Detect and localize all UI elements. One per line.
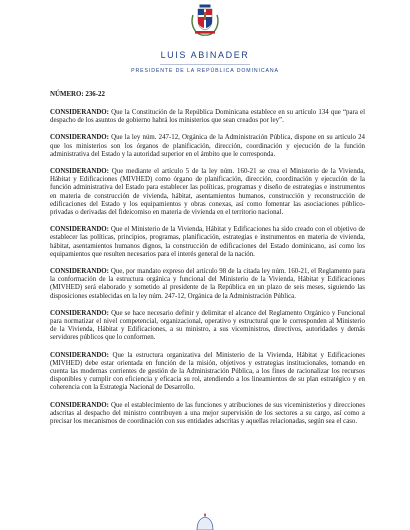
considerando-paragraph bbox=[50, 268, 365, 301]
header-divider bbox=[160, 64, 250, 65]
decree-number: NÚMERO: 236-22 bbox=[50, 91, 105, 98]
considerando-label: CONSIDERANDO: bbox=[50, 168, 109, 176]
considerando-label: CONSIDERANDO: bbox=[50, 226, 109, 234]
considerando-label: CONSIDERANDO: bbox=[50, 109, 109, 116]
considerando-paragraph bbox=[50, 310, 365, 343]
considerando-label: CONSIDERANDO: bbox=[50, 309, 109, 317]
considerando-text: Que la estructura organizativa del Ministerio de la Vivienda, Hábitat y Edificaciones (MIVHED) debe estar orientada en función de la misión, objetivos y estrategias institucionales, tomando en cuenta las modernas corrientes de gestión de la Administración Pública, a los fines de racionalizar los recursos disponibles y cumplir con eficiencia y eficacia su rol, atendiendo a los lineamientos de su plan estratégico y en coherencia con la Estrategia Nacional de Desarrollo. bbox=[50, 351, 365, 392]
considerando-paragraph bbox=[50, 226, 365, 259]
considerando-label: CONSIDERANDO: bbox=[50, 268, 109, 276]
considerando-label: CONSIDERANDO: bbox=[50, 351, 109, 359]
considerando-paragraph bbox=[50, 109, 365, 125]
letterhead bbox=[0, 0, 410, 80]
president-name: LUIS ABINADER bbox=[160, 50, 250, 60]
footer-seal-icon bbox=[194, 513, 216, 530]
considerando-label: CONSIDERANDO: bbox=[50, 401, 109, 409]
considerando-text: Que, por mandato expreso del artículo 98 de la citada ley núm. 160-21, el Reglamento para la conformación de la estructura orgánica y funcional del Ministerio de la Vivienda, Hábitat y Edificaciones (MIVHED) será elaborado y sometido al presidente de la República en un plazo de seis meses, siguiendo las disposiciones establecidas en la ley núm. 247-12, Orgánica de la Administración Pública. bbox=[50, 268, 365, 300]
coat-of-arms-icon bbox=[191, 4, 219, 36]
decree-body bbox=[50, 91, 365, 435]
considerando-text: Que el Ministerio de la Vivienda, Hábitat y Edificaciones ha sido creado con el objetivo de establecer las políticas, principios, programas, planificación, estrategias e instrumentos en materia de vivienda, hábitat, asentamientos humanos dignos, la construcción de edificaciones del Estado dominicano, así como los equipamientos que resulten necesarios para el interés general de la nación. bbox=[50, 226, 365, 258]
president-title: PRESIDENTE DE LA REPÚBLICA DOMINICANA bbox=[131, 68, 279, 74]
considerando-text: Que mediante el artículo 5 de la ley núm. 160-21 se crea el Ministerio de la Vivienda, Hábitat y Edificaciones (MIVHED) como órgano de planificación, dirección, coordinación y ejecución de la función administrativa del Estado para establecer las políticas, programas y diseño de estrategias e instrumentos en materia de construcción de vivienda, hábitat, asentamientos humanos, construcción y reconstrucción de edificaciones del Estado y los equipamientos y obras conexas, así como fomentar las asociaciones público-privadas o derivadas del fideicomiso en materia de vivienda en el territorio nacional. bbox=[50, 168, 365, 217]
considerando-text: Que el establecimiento de las funciones y atribuciones de sus viceministerios y direcciones adscritas al despacho del ministro contribuyen a una mejor supervisión de los sectores a su cargo, así como a precisar los mecanismos de coordinación con sus entidades adscritas y aquellas relacionadas, según sea el caso. bbox=[50, 401, 365, 426]
considerando-text: Que la Constitución de la República Dominicana establece en su artículo 134 que “para el despacho de los asuntos de gobierno habrá los ministerios que sean creados por ley”. bbox=[50, 109, 365, 125]
considerando-paragraph bbox=[50, 134, 365, 159]
considerando-label: CONSIDERANDO: bbox=[50, 134, 109, 142]
considerando-paragraph bbox=[50, 402, 365, 427]
considerando-text: Que la ley núm. 247-12, Orgánica de la Administración Pública, dispone en su artículo 24 que los ministerios son los órganos de planificación, dirección, coordinación y ejecución de la función administrativa del Estado y la autoridad superior en el ámbito que le corresponda. bbox=[50, 134, 365, 158]
considerando-paragraph bbox=[50, 168, 365, 217]
considerando-paragraph bbox=[50, 352, 365, 393]
considerando-text: Que se hace necesario definir y delimitar el alcance del Reglamento Orgánico y Funcional para normatizar el nivel competencial, organizacional, operativo y estructural que le corresponden al Ministerio de la Vivienda, Hábitat y Edificaciones, a su ministro, a sus viceministros, directivos, autoridades y demás servidores públicos que lo conformen. bbox=[50, 309, 365, 342]
